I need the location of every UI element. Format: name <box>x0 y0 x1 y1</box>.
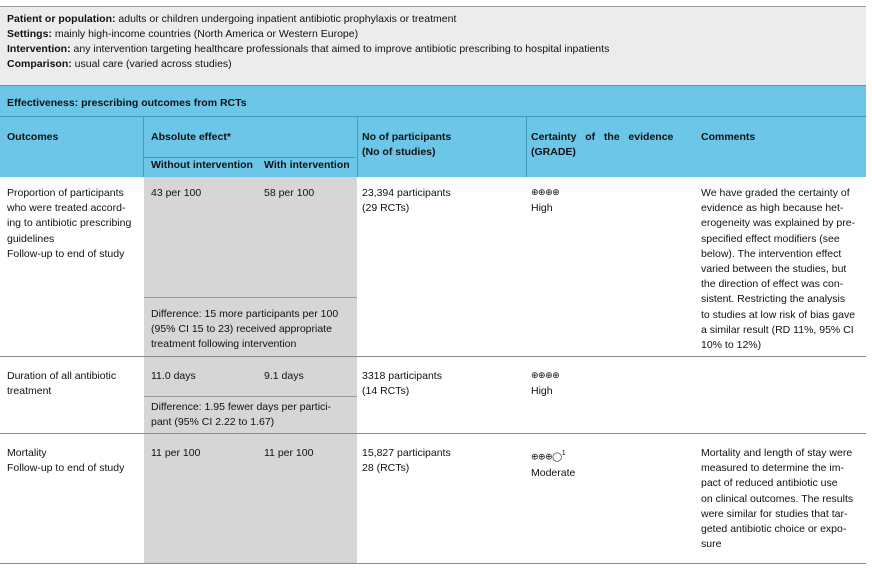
outcome-line: Follow-up to end of study <box>7 462 125 475</box>
row-without-value: 11 per 100 <box>151 447 201 459</box>
participants-count: 3318 participants <box>362 370 442 382</box>
section-title: Effectiveness: prescribing outcomes from RCTs <box>7 97 247 109</box>
certainty-icon <box>531 446 575 466</box>
row-participants <box>362 369 442 399</box>
comment-line: 10% to 12%) <box>701 339 762 352</box>
row-separator <box>0 356 866 357</box>
certainty-symbols: ⊕⊕⊕◯ <box>531 452 562 463</box>
header-studies: (No of studies) <box>362 146 436 158</box>
comment-line: Mortality and length of stay were <box>701 447 853 459</box>
row-certainty <box>531 369 559 399</box>
header-absolute-effect: Absolute effect* <box>151 131 231 143</box>
header-without-intervention: Without intervention <box>151 159 253 171</box>
row-certainty <box>531 446 575 481</box>
header-comments: Comments <box>701 131 756 143</box>
comment-line: measured to determine the im- <box>701 462 844 475</box>
outcome-line: guidelines <box>7 232 55 245</box>
participants-count: 23,394 participants <box>362 187 451 199</box>
studies-count: (29 RCTs) <box>362 202 410 215</box>
comment-line: We have graded the certainty of <box>701 187 850 199</box>
row-with-value: 58 per 100 <box>264 187 315 199</box>
comment-line: sure <box>701 538 722 551</box>
certainty-label: Moderate <box>531 466 576 479</box>
certainty-label: High <box>531 202 553 215</box>
comment-line: on clinical outcomes. The results <box>701 492 854 505</box>
table-header <box>0 117 866 177</box>
outcome-line: Follow-up to end of study <box>7 247 125 260</box>
blank-cell <box>358 402 453 432</box>
comment-line: evidence as high because het- <box>701 202 844 215</box>
section-title-bar <box>0 86 866 117</box>
comment-line: erogeneity was explained by pre- <box>701 217 856 230</box>
comment-line: varied between the studies, but <box>701 263 847 276</box>
difference-divider <box>144 297 357 298</box>
row-outcome <box>7 186 141 262</box>
comment-line: specified effect modifiers (see <box>701 232 840 245</box>
participants-count: 15,827 participants <box>362 447 451 459</box>
row-outcome <box>7 446 141 476</box>
row-separator <box>0 563 866 564</box>
outcome-line: who were treated accord- <box>7 202 126 215</box>
certainty-icon: ⊕⊕⊕⊕ <box>531 371 560 381</box>
comment-line: sistent. Restricting the analysis <box>701 293 846 306</box>
certainty-icon: ⊕⊕⊕⊕ <box>531 188 560 198</box>
difference-line: pant (95% CI 2.22 to 1.67) <box>151 416 275 429</box>
certainty-footnote: 1 <box>561 450 566 457</box>
row-difference <box>151 400 355 430</box>
header-participants: No of participants <box>362 131 452 143</box>
difference-line: Difference: 1.95 fewer days per partici- <box>151 401 332 413</box>
studies-count: 28 (RCTs) <box>362 462 410 475</box>
intervention-line: Intervention: any intervention targeting healthcare professionals that aimed to improve antibiotic prescribing to hospital inpatients <box>7 43 610 55</box>
row-comments <box>701 446 861 552</box>
outcome-line: Duration of all antibiotic <box>7 370 117 382</box>
row-participants <box>362 446 451 476</box>
header-divider <box>357 117 358 177</box>
outcome-line: treatment <box>7 385 52 398</box>
outcome-line: Proportion of participants <box>7 187 124 199</box>
comment-line: a similar result (RD 11%, 95% CI <box>701 323 854 336</box>
difference-line: (95% CI 15 to 23) received appropriate <box>151 323 332 336</box>
comment-line: below). The intervention effect <box>701 247 842 260</box>
row-comments <box>701 186 861 353</box>
comment-line: were similar for studies that tar- <box>701 507 848 520</box>
row-without-value: 11.0 days <box>151 370 196 382</box>
studies-count: (14 RCTs) <box>362 385 410 398</box>
difference-line: treatment following intervention <box>151 338 297 351</box>
header-outcomes: Outcomes <box>7 131 59 143</box>
header-divider <box>143 117 144 177</box>
certainty-label: High <box>531 385 553 398</box>
difference-divider <box>144 396 357 397</box>
row-separator <box>0 433 866 434</box>
header-grade: (GRADE) <box>531 146 576 158</box>
row-difference <box>151 307 355 353</box>
row-certainty <box>531 186 559 216</box>
outcome-line: ing to antibiotic prescribing <box>7 217 132 230</box>
comment-line: to studies at low risk of bias gave <box>701 308 856 321</box>
population-line: Patient or population: adults or children undergoing inpatient antibiotic prophylaxis or treatment <box>7 13 457 25</box>
row-outcome <box>7 369 141 399</box>
row-without-value: 43 per 100 <box>151 187 202 199</box>
row-participants <box>362 186 451 216</box>
comparison-line: Comparison: usual care (varied across studies) <box>7 58 232 70</box>
header-with-intervention: With intervention <box>264 159 350 171</box>
comment-line: geted antibiotic choice or expo- <box>701 523 847 536</box>
header-certainty: Certainty of the evidence <box>531 131 674 143</box>
comment-line: the direction of effect was con- <box>701 278 844 291</box>
row-with-value: 9.1 days <box>264 370 304 382</box>
comment-line: pact of reduced antibiotic use <box>701 477 838 490</box>
header-divider <box>526 117 527 177</box>
pico-summary <box>0 7 866 86</box>
settings-line: Settings: mainly high-income countries (North America or Western Europe) <box>7 28 359 40</box>
outcome-line: Mortality <box>7 447 47 459</box>
difference-line: Difference: 15 more participants per 100 <box>151 308 339 320</box>
row-with-value: 11 per 100 <box>264 447 314 459</box>
